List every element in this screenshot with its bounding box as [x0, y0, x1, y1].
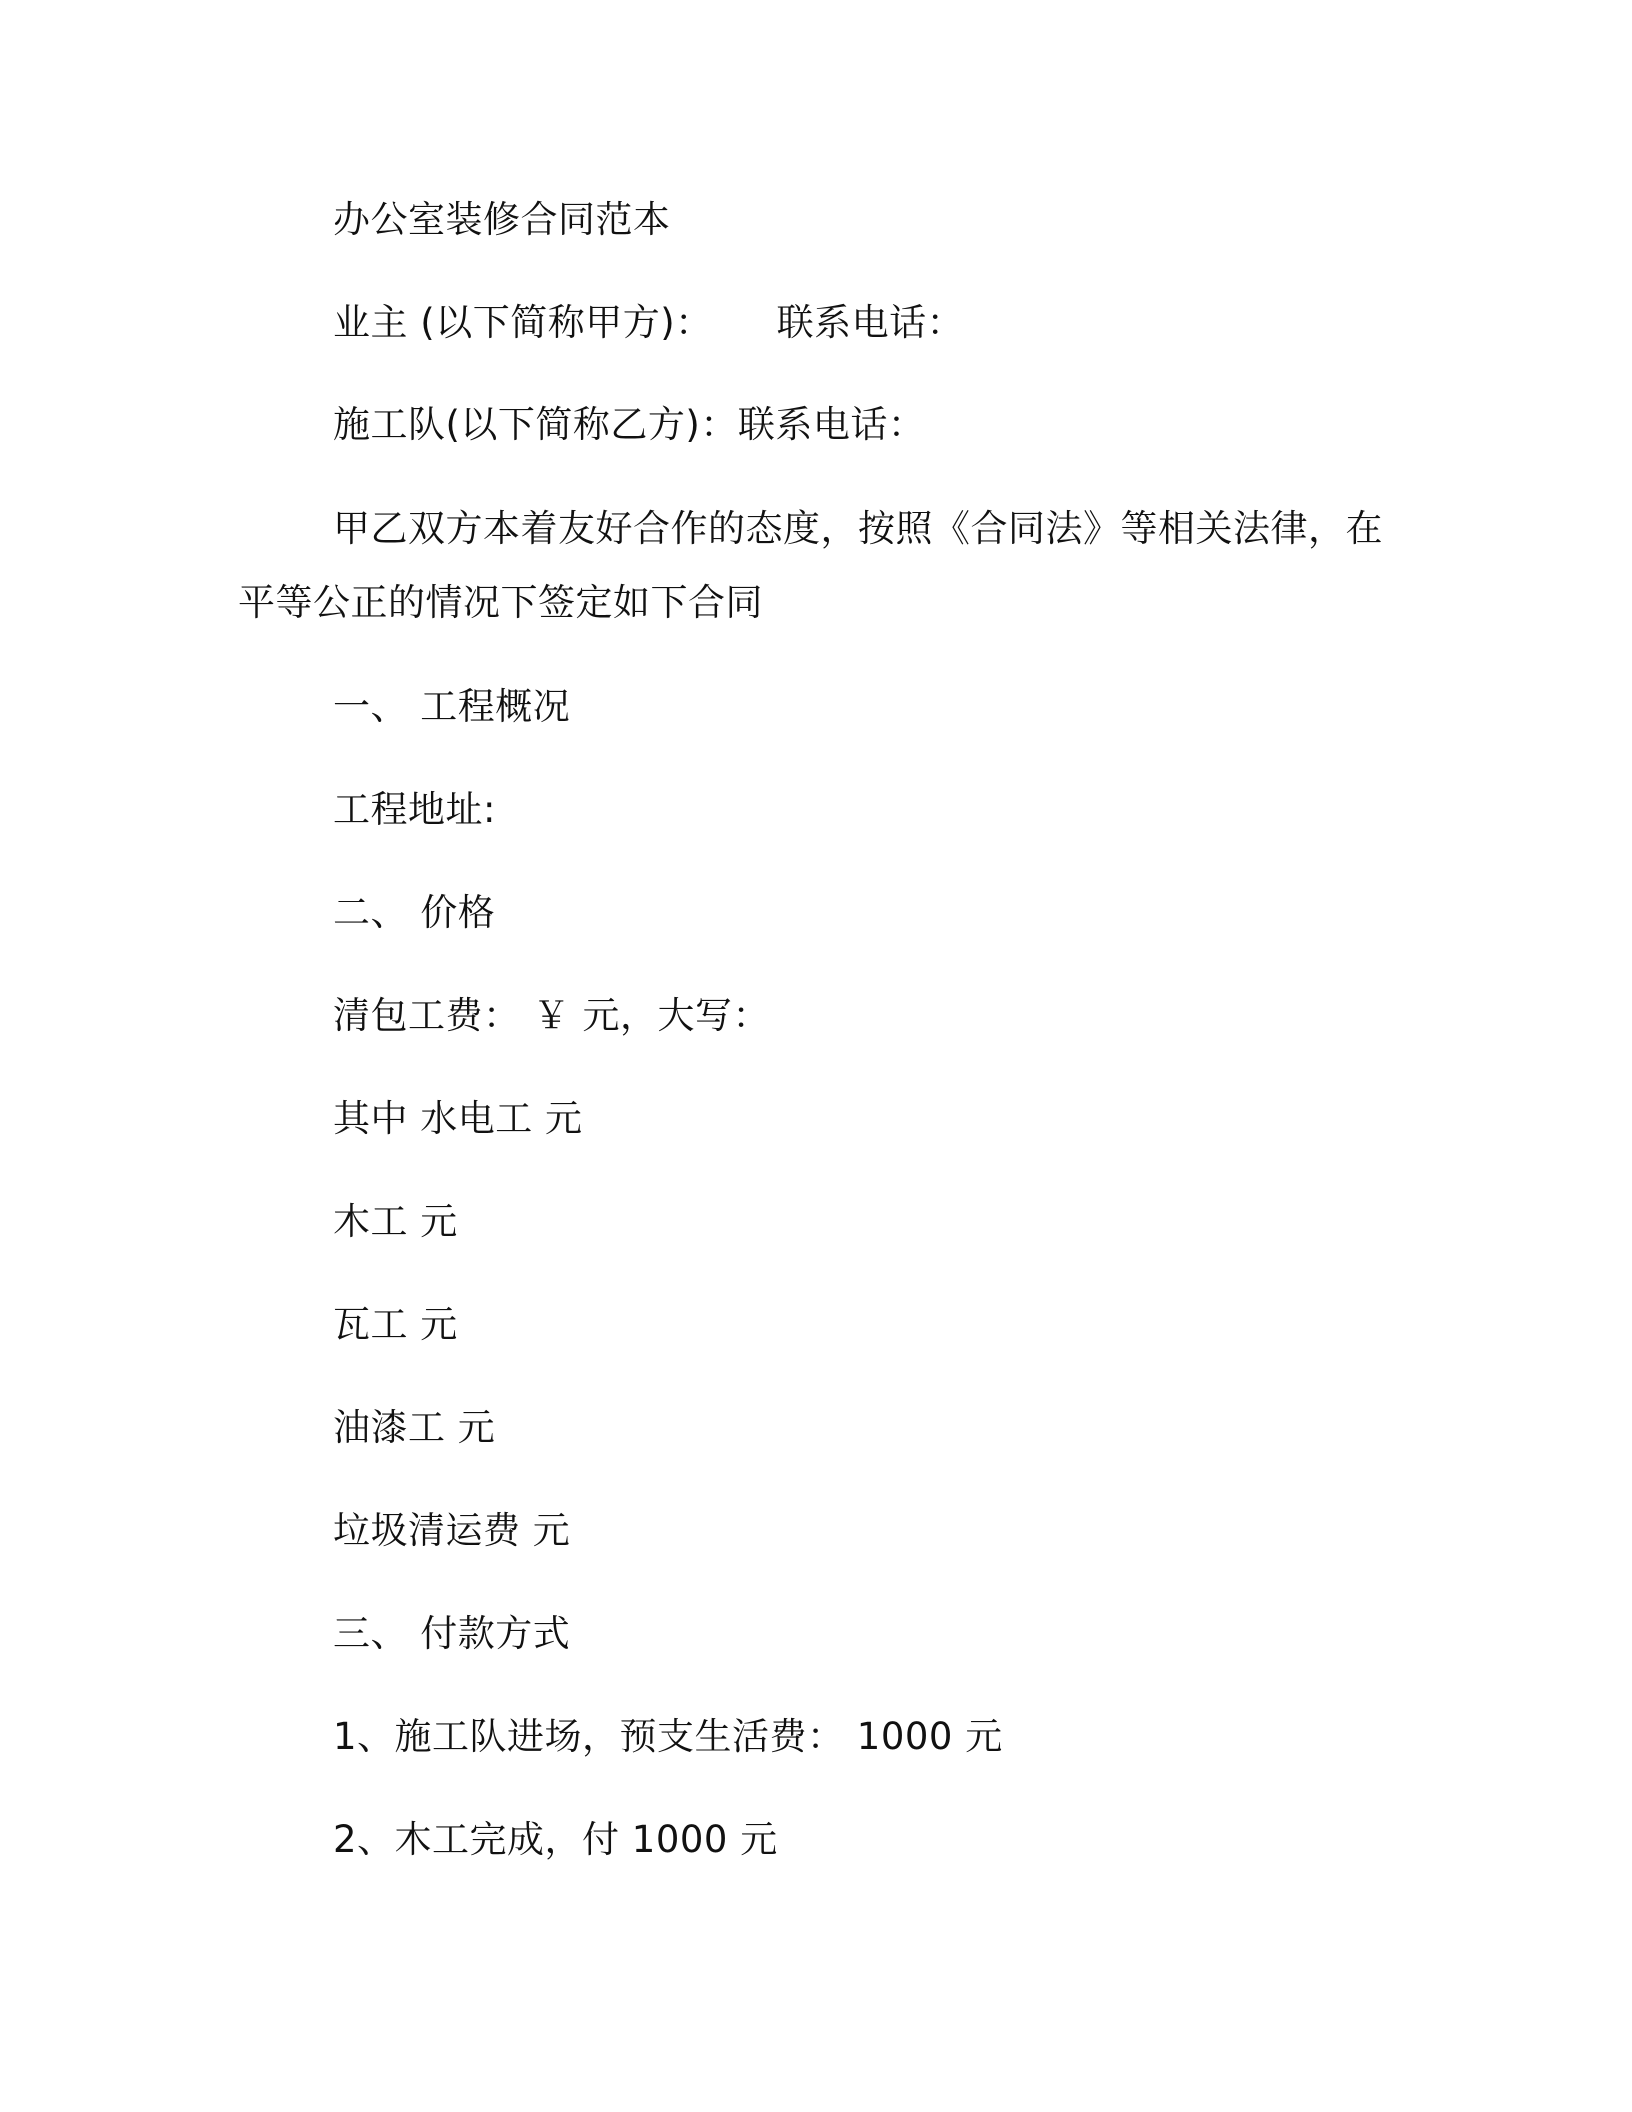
party-b-phone-label: 联系电话： — [737, 403, 926, 446]
price-item: 其中 水电工 元 — [333, 1097, 583, 1140]
payment-item: 2、木工完成，付 1000 元 — [333, 1818, 778, 1861]
party-a-label: 业主 (以下简称甲方)： — [333, 301, 713, 344]
section2-heading: 二、 价格 — [333, 891, 496, 934]
price-item: 垃圾清运费 元 — [333, 1509, 571, 1552]
section3-heading: 三、 付款方式 — [333, 1612, 571, 1655]
price-item: 瓦工 元 — [333, 1303, 458, 1346]
payment-item: 1、施工队进场，预支生活费： 1000 元 — [333, 1715, 1003, 1758]
preamble-line-1: 甲乙双方本着友好合作的态度，按照《合同法》等相关法律，在 — [333, 507, 1383, 550]
party-b-line — [333, 401, 925, 449]
party-b-label: 施工队(以下简称乙方)： — [333, 403, 738, 446]
section1-heading: 一、 工程概况 — [333, 685, 571, 728]
price-item: 木工 元 — [333, 1200, 458, 1243]
document-title: 办公室装修合同范本 — [333, 198, 671, 241]
price-item: 油漆工 元 — [333, 1406, 496, 1449]
party-a-phone-label: 联系电话： — [776, 301, 965, 344]
address-label: 工程地址: — [333, 788, 496, 831]
party-a-line — [333, 299, 964, 347]
preamble-line-2: 平等公正的情况下签定如下合同 — [238, 581, 763, 624]
total-fee-line: 清包工费： ￥ 元，大写： — [333, 994, 771, 1037]
